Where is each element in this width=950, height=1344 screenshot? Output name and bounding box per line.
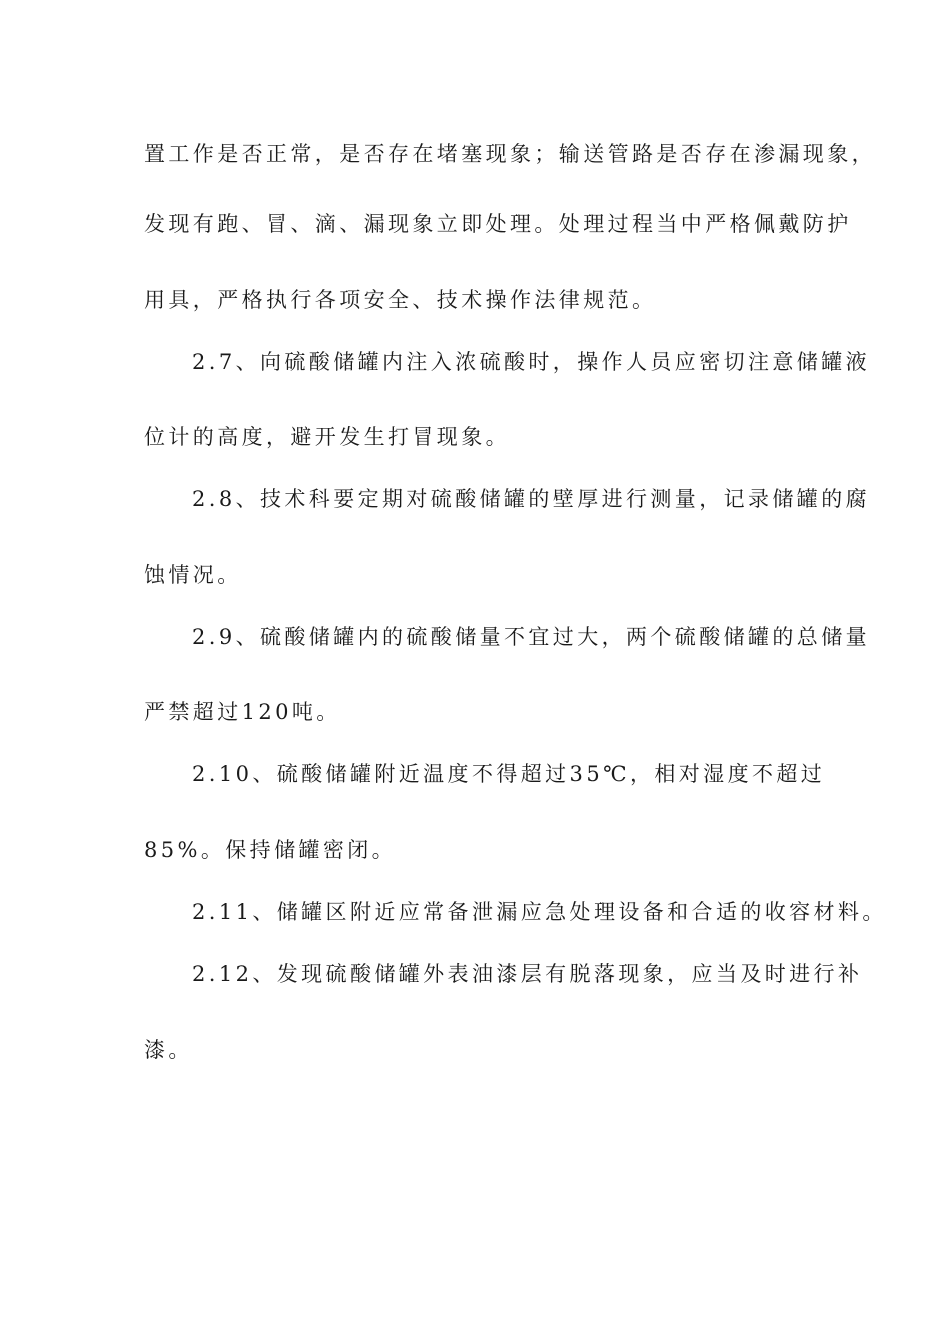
text-line: 2.8、技术科要定期对硫酸储罐的壁厚进行测量，记录储罐的腐 (192, 487, 870, 511)
text-line: 2.7、向硫酸储罐内注入浓硫酸时，操作人员应密切注意储罐液 (192, 350, 870, 374)
text-line: 漆。 (144, 1038, 193, 1062)
text-line: 2.12、发现硫酸储罐外表油漆层有脱落现象，应当及时进行补 (192, 962, 863, 986)
text-line: 严禁超过120吨。 (144, 700, 341, 724)
text-line: 用具，严格执行各项安全、技术操作法律规范。 (144, 288, 657, 312)
text-line: 发现有跑、冒、滴、漏现象立即处理。处理过程当中严格佩戴防护 (144, 212, 852, 236)
text-line: 蚀情况。 (144, 563, 242, 587)
text-line: 2.11、储罐区附近应常备泄漏应急处理设备和合适的收容材料。 (192, 900, 887, 924)
text-line: 位计的高度，避开发生打冒现象。 (144, 425, 510, 449)
text-line: 2.10、硫酸储罐附近温度不得超过35℃，相对湿度不超过 (192, 762, 826, 786)
text-line: 85%。保持储罐密闭。 (144, 838, 397, 862)
text-line: 2.9、硫酸储罐内的硫酸储量不宜过大，两个硫酸储罐的总储量 (192, 625, 870, 649)
text-line: 置工作是否正常，是否存在堵塞现象；输送管路是否存在渗漏现象， (144, 142, 876, 166)
